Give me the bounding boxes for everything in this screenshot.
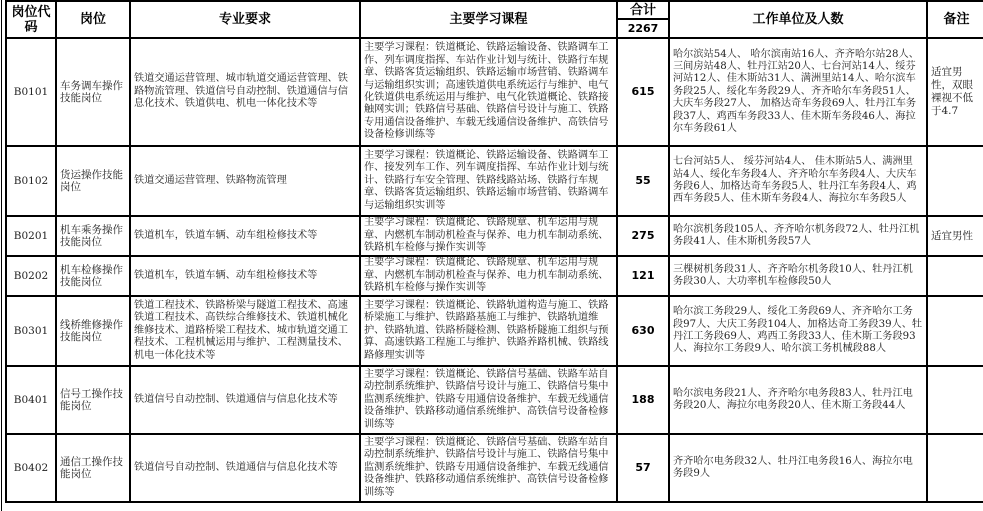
headcount: 275 xyxy=(617,216,669,256)
header-courses: 主要学习课程 xyxy=(360,1,617,38)
table-row xyxy=(6,216,983,256)
work-units: 哈尔滨电务段21人、齐齐哈尔电务段83人、牡丹江电务段20人、海拉尔电务段20人、佳木斯工务段44人 xyxy=(669,366,927,434)
major-requirement: 铁道信号自动控制、铁道通信与信息化技术等 xyxy=(130,434,360,502)
remark xyxy=(927,146,983,216)
remark xyxy=(927,256,983,296)
left-border-line xyxy=(1,0,2,511)
post-code: B0102 xyxy=(6,146,56,216)
main-courses: 主要学习课程：铁道概论、铁路轨道构造与施工、铁路桥梁施工与维护、铁路路基施工与维护、铁路轨道维护、铁路轨道、铁路桥隧检测、铁路桥隧施工组织与预算、高速铁路工程施工与维护、铁路养路机械、铁路线路修理实训等 xyxy=(360,296,617,366)
remark xyxy=(927,296,983,366)
headcount: 630 xyxy=(617,296,669,366)
table-row xyxy=(6,146,983,216)
table-row xyxy=(6,296,983,366)
post-name: 信号工操作技能岗位 xyxy=(56,366,130,434)
major-requirement: 铁道机车，铁道车辆、动车组检修技术等 xyxy=(130,256,360,296)
recruitment-table xyxy=(5,0,983,503)
table-row xyxy=(6,256,983,296)
post-name: 机车乘务操作技能岗位 xyxy=(56,216,130,256)
headcount: 615 xyxy=(617,38,669,146)
post-name: 车务调车操作技能岗位 xyxy=(56,38,130,146)
main-courses: 主要学习课程：铁道概论、铁路运输设备、铁路调车工作、列车调度指挥、车站作业计划与统计、铁路行车规章、铁路客货运输组织、铁路运输市场营销、铁路调车与运输组织实训；高速铁道供电系统运行与维护、电气化铁道供电系统运用与维护、电气化铁道概论、铁路接触网实训；铁路信号基础、铁路信号设计与施工、铁路专用通信设备维护、车载无线通信设备维护、高铁信号设备检修训练等 xyxy=(360,38,617,146)
post-code: B0201 xyxy=(6,216,56,256)
header-code: 岗位代码 xyxy=(6,1,56,38)
major-requirement: 铁道交通运营管理、城市轨道交通运营管理、铁路物流管理、铁道信号自动控制、铁道通信与信息化技术、铁道供电、机电一体化技术等 xyxy=(130,38,360,146)
major-requirement: 铁道信号自动控制、铁道通信与信息化技术等 xyxy=(130,366,360,434)
remark: 适宜男性 xyxy=(927,216,983,256)
headcount: 121 xyxy=(617,256,669,296)
work-units: 哈尔滨站54人、 哈尔滨南站16人、齐齐哈尔站28人、三间房站48人、牡丹江站20人、七台河站14人、绥芬河站12人、佳木斯站31人、满洲里站14人、哈尔滨车务段25人、绥化车务段29人、齐齐哈尔车务段51人、大庆车务段27人、 加格达奇车务段69人、牡丹江车务段37人、鸡西车务段33人、佳木斯车务段46人、海拉尔车务段61人 xyxy=(669,38,927,146)
work-units: 七台河站5人、 绥芬河站4人、 佳木斯站5人、满洲里站4人、绥化车务段4人、齐齐哈尔车务段4人、大庆车务段6人、加格达奇车务段5人、牡丹江车务段4人、鸡西车务段5人、佳木斯车务段4人、海拉尔车务段5人 xyxy=(669,146,927,216)
main-courses: 主要学习课程：铁道概论、铁路规章、机车运用与规章、内燃机车制动机检查与保养、电力机车制动系统、铁路机车检修与操作实训等 xyxy=(360,216,617,256)
remark xyxy=(927,434,983,502)
work-units: 哈尔滨工务段29人、绥化工务段69人、齐齐哈尔工务段97人、大庆工务段104人、加格达奇工务段39人、牡丹江工务段69人、鸡西工务段33人、佳木斯工务段93人、海拉尔工务段9人、哈尔滨工务机械段88人 xyxy=(669,296,927,366)
main-courses: 主要学习课程：铁道概论、铁路运输设备、铁路调车工作、接发列车工作、列车调度指挥、车站作业计划与统计、铁路行车安全管理、铁路线路站场、铁路行车规章、铁路客货运输组织、铁路运输市场营销、铁路调车与运输组织实训等 xyxy=(360,146,617,216)
remark xyxy=(927,366,983,434)
headcount: 188 xyxy=(617,366,669,434)
header-units: 工作单位及人数 xyxy=(669,1,927,38)
table-row xyxy=(6,434,983,502)
table-row xyxy=(6,366,983,434)
post-code: B0401 xyxy=(6,366,56,434)
main-courses: 主要学习课程：铁道概论、铁路信号基础、铁路车站自动控制系统维护、铁路信号设计与施工、铁路信号集中监测系统维护、铁路专用通信设备维护、车载无线通信设备维护、铁路移动通信系统维护、高铁信号设备检修训练等 xyxy=(360,366,617,434)
post-code: B0202 xyxy=(6,256,56,296)
post-code: B0402 xyxy=(6,434,56,502)
remark: 适宜男性，双眼裸视不低于4.7 xyxy=(927,38,983,146)
post-name: 线桥维修操作技能岗位 xyxy=(56,296,130,366)
post-code: B0101 xyxy=(6,38,56,146)
work-units: 三棵树机务段31人、齐齐哈尔机务段10人、牡丹江机务段30人、大功率机车检修段50人 xyxy=(669,256,927,296)
major-requirement: 铁道工程技术、铁路桥梁与隧道工程技术、高速铁道工程技术、高铁综合维修技术、铁道机械化维修技术、道路桥梁工程技术、城市轨道交通工程技术、工程机械运用与维护、工程测量技术、机电一体化技术等 xyxy=(130,296,360,366)
header-post: 岗位 xyxy=(56,1,130,38)
table-row xyxy=(6,38,983,146)
headcount: 57 xyxy=(617,434,669,502)
header-note: 备注 xyxy=(927,1,983,38)
table-header xyxy=(6,1,983,38)
header-major: 专业要求 xyxy=(130,1,360,38)
header-total-label: 合计 xyxy=(617,1,669,19)
main-courses: 主要学习课程：铁道概论、铁路信号基础、铁路车站自动控制系统维护、铁路信号设计与施工、铁路信号集中监测系统维护、铁路专用通信设备维护、车载无线通信设备维护、铁路移动通信系统维护、高铁信号设备检修训练等 xyxy=(360,434,617,502)
post-name: 机车检修操作技能岗位 xyxy=(56,256,130,296)
major-requirement: 铁道机车，铁道车辆、动车组检修技术等 xyxy=(130,216,360,256)
post-name: 货运操作技能岗位 xyxy=(56,146,130,216)
post-code: B0301 xyxy=(6,296,56,366)
headcount: 55 xyxy=(617,146,669,216)
post-name: 通信工操作技能岗位 xyxy=(56,434,130,502)
work-units: 齐齐哈尔电务段32人、牡丹江电务段16人、海拉尔电务段9人 xyxy=(669,434,927,502)
major-requirement: 铁道交通运营管理、铁路物流管理 xyxy=(130,146,360,216)
work-units: 哈尔滨机务段105人、齐齐哈尔机务段72人、牡丹江机务段41人、佳木斯机务段57人 xyxy=(669,216,927,256)
main-courses: 主要学习课程：铁道概论、铁路规章、机车运用与规章、内燃机车制动机检查与保养、电力机车制动系统、铁路机车检修与操作实训等 xyxy=(360,256,617,296)
header-total-value: 2267 xyxy=(617,19,669,38)
